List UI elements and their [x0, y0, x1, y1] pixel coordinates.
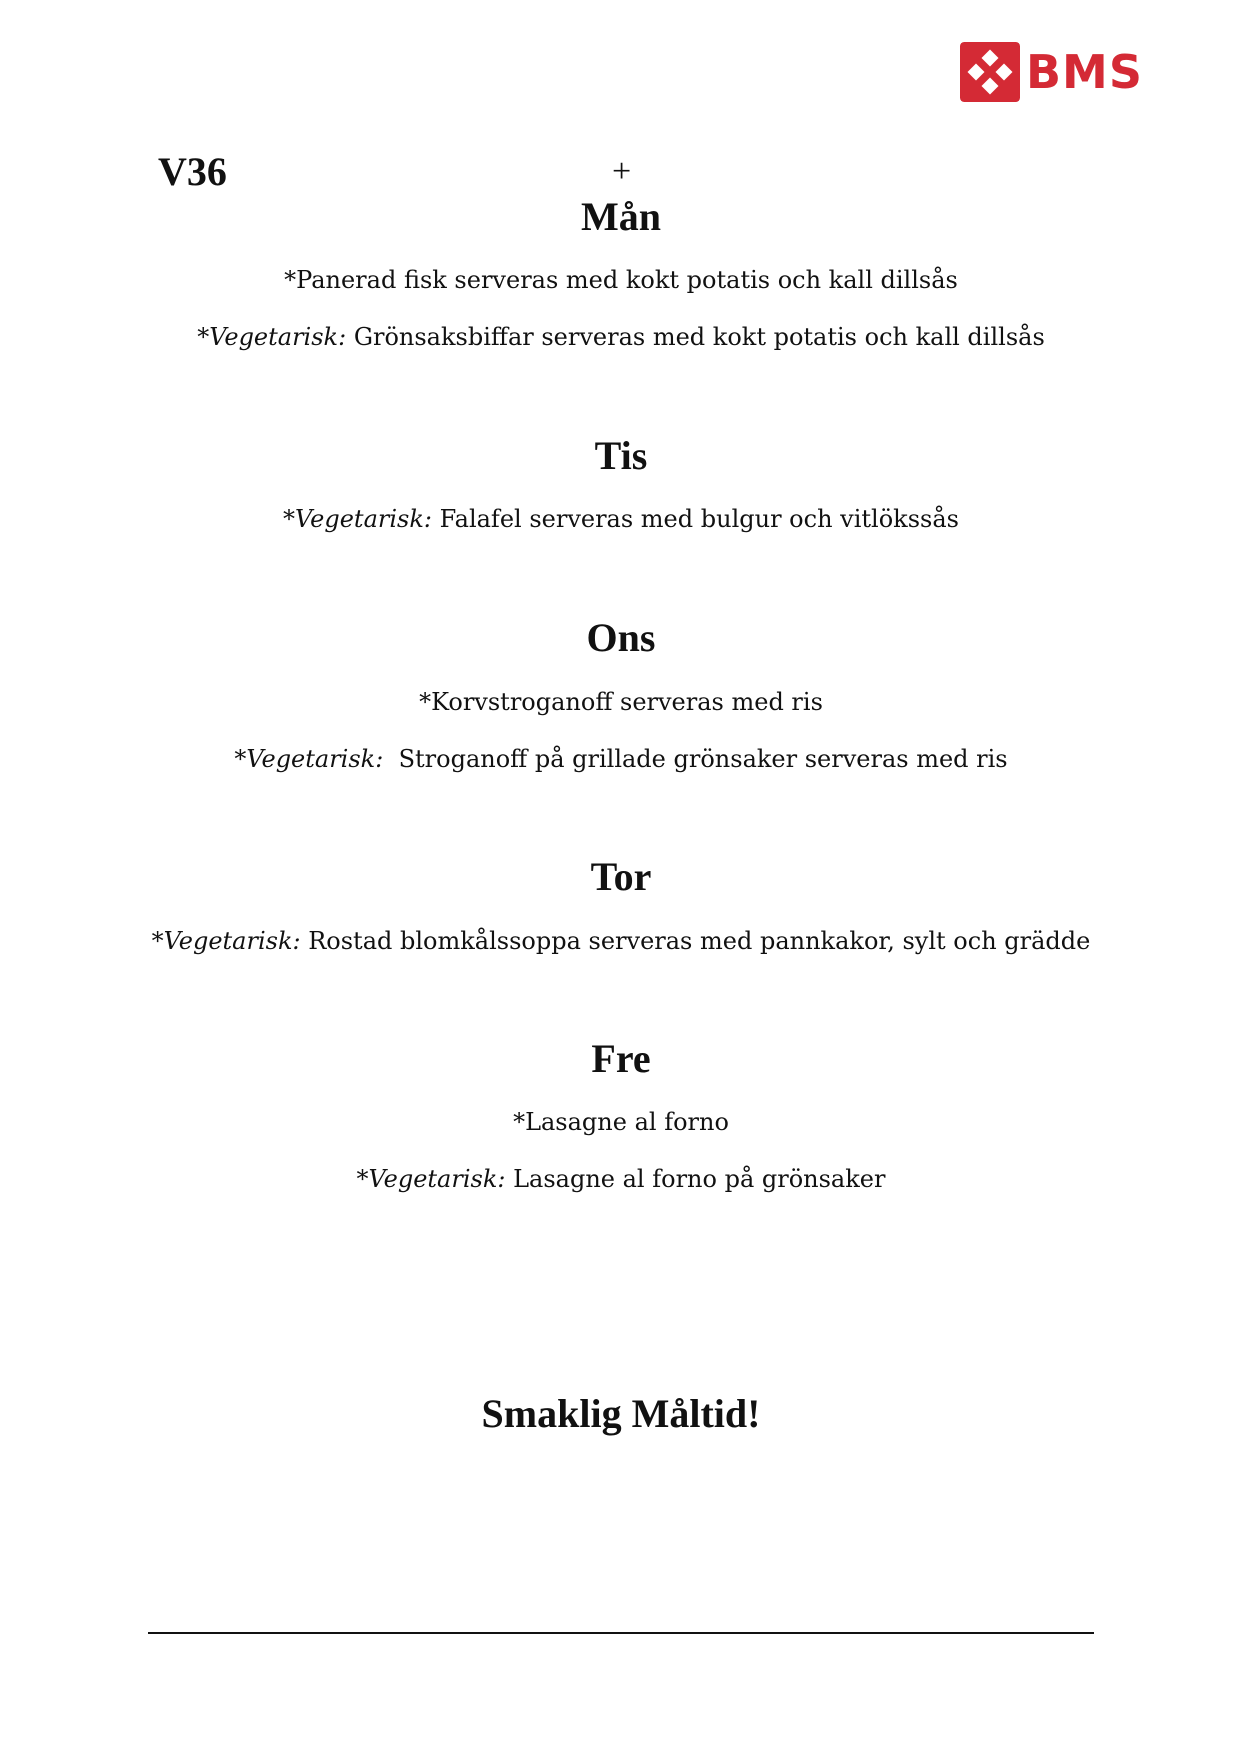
- dish-text: Korvstroganoff serveras med ris: [431, 688, 823, 716]
- dish-text: Panerad fisk serveras med kokt potatis och kall dillsås: [296, 266, 958, 294]
- dish-item: [0, 1162, 1242, 1196]
- vegetarian-label: *Vegetarisk:: [197, 323, 347, 351]
- dish-prefix: *: [513, 1108, 526, 1136]
- day-heading-thu: Tor: [590, 854, 652, 899]
- day-heading-wed: Ons: [586, 615, 656, 660]
- day-heading-tue: Tis: [594, 433, 648, 478]
- dish-item: [0, 502, 1242, 536]
- diamond-grid-logo-icon: [960, 42, 1020, 102]
- dish-text: Falafel serveras med bulgur och vitlökssås: [431, 505, 959, 533]
- dish-text: Stroganoff på grillade grönsaker serveras med ris: [383, 745, 1008, 773]
- brand-logo: [960, 42, 1143, 102]
- day-heading-mon: Mån: [581, 194, 661, 239]
- dish-item: [0, 924, 1242, 958]
- dish-item: [0, 685, 1242, 719]
- dish-item: [0, 263, 1242, 297]
- dish-text: Lasagne al forno: [525, 1108, 729, 1136]
- closing-message: Smaklig Måltid!: [481, 1391, 761, 1436]
- dish-prefix: *: [284, 266, 297, 294]
- week-label: V36: [158, 149, 227, 194]
- day-heading-fri: Fre: [591, 1036, 651, 1081]
- dish-text: Grönsaksbiffar serveras med kokt potatis och kall dillsås: [346, 323, 1045, 351]
- vegetarian-label: *Vegetarisk:: [283, 505, 432, 533]
- dish-item: [0, 320, 1242, 354]
- brand-name: BMS: [1026, 45, 1143, 99]
- dish-text: Rostad blomkålssoppa serveras med pannkakor, sylt och grädde: [300, 927, 1091, 955]
- dish-prefix: *: [419, 688, 432, 716]
- dish-item: [0, 1105, 1242, 1139]
- vegetarian-label: *Vegetarisk:: [356, 1165, 506, 1193]
- dish-item: [0, 742, 1242, 776]
- vegetarian-label: *Vegetarisk:: [234, 745, 384, 773]
- dish-text: Lasagne al forno på grönsaker: [505, 1165, 886, 1193]
- footer-divider: [148, 1632, 1094, 1634]
- plus-sign: +: [612, 153, 632, 190]
- vegetarian-label: *Vegetarisk:: [151, 927, 301, 955]
